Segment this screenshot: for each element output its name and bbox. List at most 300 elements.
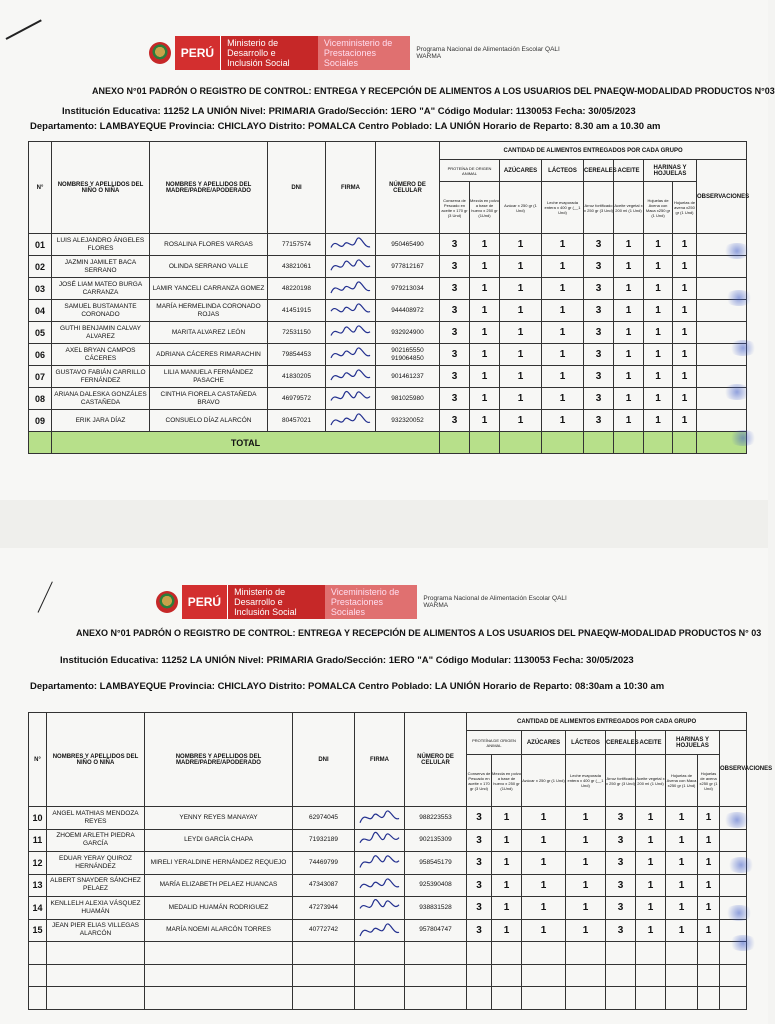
empty-cell	[47, 942, 145, 965]
phone-value: 938831528	[405, 897, 467, 920]
empty-cell	[355, 964, 405, 987]
empty-cell	[606, 964, 636, 987]
empty-cell	[720, 964, 747, 987]
signature-cell	[326, 278, 376, 300]
quantity-cell: 1	[492, 897, 522, 920]
total-cell	[29, 432, 52, 454]
table-row	[29, 366, 747, 388]
quantity-cell: 1	[673, 410, 697, 432]
col-obs: OBSERVACIONES	[720, 731, 747, 807]
dni-value: 80457021	[268, 410, 326, 432]
empty-row	[29, 964, 747, 987]
quantity-cell: 3	[440, 410, 470, 432]
sub-mezcla: Mezcla en polvo a base de huevo x 250 gr (1Und)	[470, 182, 500, 234]
phone-value: 957804747	[405, 919, 467, 942]
signature-cell	[326, 410, 376, 432]
sub-aceite: Aceite vegetal x 200 ml (1 Und)	[614, 182, 644, 234]
quantity-cell: 1	[673, 322, 697, 344]
quantity-cell: 1	[522, 919, 566, 942]
row-number: 08	[29, 388, 52, 410]
quantity-cell: 1	[666, 874, 698, 897]
quantity-cell: 1	[614, 388, 644, 410]
dni-value: 74469799	[293, 852, 355, 875]
empty-cell	[492, 964, 522, 987]
signature-cell	[326, 300, 376, 322]
empty-cell	[698, 987, 720, 1010]
signature-mark	[357, 876, 401, 894]
quantity-cell: 3	[584, 410, 614, 432]
student-name: ERIK JARA DÍAZ	[52, 410, 150, 432]
empty-cell	[566, 964, 606, 987]
quantity-cell: 3	[584, 300, 614, 322]
empty-cell	[145, 987, 293, 1010]
sub-azucar: Azúcar x 250 gr (1 Und)	[522, 755, 566, 807]
quantity-cell: 1	[470, 322, 500, 344]
row-number: 04	[29, 300, 52, 322]
empty-cell	[355, 987, 405, 1010]
observation-cell	[720, 829, 747, 852]
empty-cell	[666, 964, 698, 987]
dni-value: 46979572	[268, 388, 326, 410]
signature-mark	[328, 411, 372, 429]
quantity-cell: 1	[636, 829, 666, 852]
empty-cell	[145, 942, 293, 965]
col-cereales: CEREALES	[584, 160, 614, 182]
parent-name: ROSALINA FLORES VARGAS	[150, 234, 268, 256]
quantity-cell: 3	[584, 344, 614, 366]
vice-ministry-label: Viceministerio de Prestaciones Sociales	[318, 36, 410, 70]
empty-cell	[467, 964, 492, 987]
parent-name: LEYDI GARCÍA CHAPA	[145, 829, 293, 852]
parent-name: MARITA ALVAREZ LEÓN	[150, 322, 268, 344]
signature-mark	[357, 898, 401, 916]
quantity-cell: 1	[522, 897, 566, 920]
student-name: GUSTAVO FABIÁN CARRILLO FERNÁNDEZ	[52, 366, 150, 388]
signature-mark	[328, 257, 372, 275]
empty-cell	[492, 987, 522, 1010]
dni-value: 47273944	[293, 897, 355, 920]
peru-label: PERÚ	[175, 36, 220, 70]
quantity-cell: 1	[542, 388, 584, 410]
quantity-cell: 1	[542, 278, 584, 300]
student-name: KENLLELH ALEXIA VÁSQUEZ HUAMÁN	[47, 897, 145, 920]
table-row	[29, 300, 747, 322]
signature-cell	[355, 897, 405, 920]
sheet2-title: ANEXO N°01 PADRÓN O REGISTRO DE CONTROL: ENTREGA Y RECEPCIÓN DE ALIMENTOS A LOS USUARIOS DEL PNAEQW-MODALIDAD PRODUCTOS N° 03	[76, 628, 762, 638]
table-row	[29, 278, 747, 300]
quantity-cell: 1	[500, 388, 542, 410]
quantity-cell: 1	[470, 344, 500, 366]
parent-name: LILIA MANUELA FERNÁNDEZ PASACHE	[150, 366, 268, 388]
col-cereales: CEREALES	[606, 731, 636, 755]
quantity-cell: 1	[500, 256, 542, 278]
sheet2-info-line1: Institución Educativa: 11252 LA UNIÓN Nivel: PRIMARIA Grado/Sección: 1ERO "A" Código Modular: 1130053 Fecha: 30/05/2023	[60, 655, 634, 666]
signature-mark	[357, 921, 401, 939]
dni-value: 77157574	[268, 234, 326, 256]
quantity-cell: 1	[500, 300, 542, 322]
empty-cell	[522, 987, 566, 1010]
phone-value: 925390408	[405, 874, 467, 897]
sub-leche: Leche evaporada entera x 400 gr (__1 Und)	[566, 755, 606, 807]
table-row	[29, 852, 747, 875]
sub-mezcla: Mezcla en polvo a base de huevo x 250 gr (1Und)	[492, 755, 522, 807]
total-label: TOTAL	[52, 432, 440, 454]
signature-mark	[328, 301, 372, 319]
phone-value: 950465490	[376, 234, 440, 256]
table-row	[29, 344, 747, 366]
quantity-cell: 1	[666, 919, 698, 942]
empty-cell	[698, 942, 720, 965]
ink-stain	[724, 905, 754, 921]
quantity-cell: 3	[584, 388, 614, 410]
quantity-cell: 1	[698, 852, 720, 875]
empty-cell	[145, 964, 293, 987]
row-number: 01	[29, 234, 52, 256]
signature-mark	[357, 853, 401, 871]
quantity-cell: 1	[492, 874, 522, 897]
col-n: N°	[29, 142, 52, 234]
sub-azucar: Azúcar x 250 gr (1 Und)	[500, 182, 542, 234]
quantity-cell: 1	[614, 366, 644, 388]
empty-cell	[293, 942, 355, 965]
quantity-cell: 1	[644, 278, 673, 300]
quantity-cell: 1	[542, 322, 584, 344]
quantity-cell: 1	[542, 366, 584, 388]
quantity-cell: 3	[606, 897, 636, 920]
quantity-cell: 1	[636, 852, 666, 875]
quantity-cell: 1	[614, 256, 644, 278]
total-cell	[542, 432, 584, 454]
phone-value: 932320052	[376, 410, 440, 432]
quantity-cell: 1	[644, 366, 673, 388]
quantity-cell: 1	[470, 278, 500, 300]
empty-cell	[293, 964, 355, 987]
empty-cell	[47, 987, 145, 1010]
parent-name: MARÍA HERMELINDA CORONADO ROJAS	[150, 300, 268, 322]
parent-name: ADRIANA CÁCERES RIMARACHIN	[150, 344, 268, 366]
dni-value: 62974045	[293, 807, 355, 830]
col-group: CANTIDAD DE ALIMENTOS ENTREGADOS POR CADA GRUPO	[467, 713, 747, 731]
control-table-2	[28, 712, 773, 1010]
quantity-cell: 1	[614, 322, 644, 344]
signature-cell	[326, 322, 376, 344]
total-cell	[500, 432, 542, 454]
dni-value: 40772742	[293, 919, 355, 942]
col-aceite: ACEITE	[614, 160, 644, 182]
dni-value: 41830205	[268, 366, 326, 388]
sub-hojuelas2: Hojuelas de avena x250 gr (1 Und)	[698, 755, 720, 807]
quantity-cell: 3	[606, 874, 636, 897]
phone-value: 944408972	[376, 300, 440, 322]
signature-mark	[328, 367, 372, 385]
student-name: JOSÉ LIAM MATEO BURGA CARRANZA	[52, 278, 150, 300]
quantity-cell: 1	[673, 344, 697, 366]
observation-cell	[697, 410, 747, 432]
quantity-cell: 1	[522, 807, 566, 830]
ink-stain	[722, 384, 752, 400]
observation-cell	[720, 874, 747, 897]
col-phone: NÚMERO DE CELULAR	[376, 142, 440, 234]
empty-cell	[467, 987, 492, 1010]
quantity-cell: 3	[440, 344, 470, 366]
quantity-cell: 1	[470, 366, 500, 388]
quantity-cell: 1	[566, 829, 606, 852]
row-number: 11	[29, 829, 47, 852]
sub-conserva: Conserva de Pescado en aceite x 170 gr (3 Und)	[467, 755, 492, 807]
quantity-cell: 3	[440, 322, 470, 344]
quantity-cell: 1	[470, 388, 500, 410]
dni-value: 71932189	[293, 829, 355, 852]
student-name: ARIANA DALESKA GONZÁLES CASTAÑEDA	[52, 388, 150, 410]
quantity-cell: 1	[666, 897, 698, 920]
dni-value: 72531150	[268, 322, 326, 344]
signature-mark	[328, 323, 372, 341]
empty-cell	[47, 964, 145, 987]
empty-cell	[29, 942, 47, 965]
parent-name: LAMIR YANCELI CARRANZA GOMEZ	[150, 278, 268, 300]
ink-stain	[728, 430, 758, 446]
student-name: AXEL BRYAN CAMPOS CÁCERES	[52, 344, 150, 366]
empty-cell	[29, 964, 47, 987]
total-cell	[673, 432, 697, 454]
signature-mark	[328, 345, 372, 363]
quantity-cell: 1	[470, 256, 500, 278]
control-table-1	[28, 141, 750, 454]
quantity-cell: 1	[492, 852, 522, 875]
total-cell	[470, 432, 500, 454]
col-harinas: HARINAS Y HOJUELAS	[666, 731, 720, 755]
quantity-cell: 1	[614, 278, 644, 300]
phone-value: 981025980	[376, 388, 440, 410]
quantity-cell: 1	[698, 919, 720, 942]
empty-cell	[355, 942, 405, 965]
quantity-cell: 3	[584, 278, 614, 300]
empty-cell	[405, 964, 467, 987]
signature-cell	[355, 852, 405, 875]
signature-cell	[326, 256, 376, 278]
quantity-cell: 1	[470, 300, 500, 322]
quantity-cell: 1	[644, 256, 673, 278]
program-label: Programa Nacional de Alimentación Escolar QALI WARMA	[416, 45, 560, 60]
sub-hojuelas2: Hojuelas de avena x250 gr (1 Und)	[673, 182, 697, 234]
parent-name: YENNY REYES MANAYAY	[145, 807, 293, 830]
quantity-cell: 3	[467, 874, 492, 897]
quantity-cell: 1	[644, 234, 673, 256]
quantity-cell: 1	[566, 807, 606, 830]
signature-mark	[357, 808, 401, 826]
quantity-cell: 1	[673, 388, 697, 410]
signature-cell	[326, 366, 376, 388]
phone-value: 902165550 919064850	[376, 344, 440, 366]
table-row	[29, 829, 747, 852]
phone-value: 902135309	[405, 829, 467, 852]
empty-cell	[606, 987, 636, 1010]
quantity-cell: 1	[673, 256, 697, 278]
total-cell	[440, 432, 470, 454]
empty-cell	[666, 942, 698, 965]
sheet2-info-line2: Departamento: LAMBAYEQUE Provincia: CHICLAYO Distrito: POMALCA Centro Poblado: LA UNIÓN Horario de Reparto: 08:30am a 10:30 am	[30, 681, 665, 692]
empty-cell	[566, 987, 606, 1010]
dni-value: 48220198	[268, 278, 326, 300]
sub-arroz: Arroz fortificado x 250 gr (3 Und)	[606, 755, 636, 807]
quantity-cell: 1	[636, 807, 666, 830]
quantity-cell: 1	[492, 807, 522, 830]
col-phone: NÚMERO DE CELULAR	[405, 713, 467, 807]
phone-value: 977812167	[376, 256, 440, 278]
signature-cell	[326, 344, 376, 366]
phone-value: 901461237	[376, 366, 440, 388]
col-parent: NOMBRES Y APELLIDOS DEL MADRE/PADRE/APODERADO	[150, 142, 268, 234]
ink-stain	[722, 812, 752, 828]
student-name: EDUAR YERAY QUIROZ HERNÁNDEZ	[47, 852, 145, 875]
signature-cell	[326, 388, 376, 410]
col-student: NOMBRES Y APELLIDOS DEL NIÑO O NIÑA	[47, 713, 145, 807]
quantity-cell: 1	[644, 410, 673, 432]
parent-name: OLINDA SERRANO VALLE	[150, 256, 268, 278]
quantity-cell: 1	[636, 874, 666, 897]
col-dni: DNI	[293, 713, 355, 807]
quantity-cell: 1	[673, 234, 697, 256]
quantity-cell: 3	[467, 852, 492, 875]
quantity-cell: 1	[698, 829, 720, 852]
col-protein: PROTEÍNA DE ORIGEN ANIMAL	[467, 731, 522, 755]
empty-cell	[720, 987, 747, 1010]
total-cell	[614, 432, 644, 454]
empty-cell	[666, 987, 698, 1010]
program-label: Programa Nacional de Alimentación Escolar QALI WARMA	[423, 594, 567, 609]
quantity-cell: 1	[614, 344, 644, 366]
signature-cell	[355, 829, 405, 852]
row-number: 05	[29, 322, 52, 344]
quantity-cell: 1	[644, 322, 673, 344]
quantity-cell: 1	[636, 897, 666, 920]
ministry-banner	[152, 585, 572, 619]
row-number: 14	[29, 897, 47, 920]
quantity-cell: 1	[644, 388, 673, 410]
peru-shield-icon	[145, 36, 175, 70]
parent-name: CINTHIA FIORELA CASTAÑEDA BRAVO	[150, 388, 268, 410]
col-firma: FIRMA	[326, 142, 376, 234]
quantity-cell: 1	[500, 322, 542, 344]
quantity-cell: 1	[644, 344, 673, 366]
signature-mark	[328, 235, 372, 253]
ink-stain	[724, 290, 754, 306]
dni-value: 79854453	[268, 344, 326, 366]
quantity-cell: 1	[522, 852, 566, 875]
ministry-label: Ministerio de Desarrollo e Inclusión Social	[220, 36, 318, 70]
ink-stain	[728, 340, 758, 356]
signature-mark	[328, 389, 372, 407]
sheet1-info-line1: Institución Educativa: 11252 LA UNIÓN Nivel: PRIMARIA Grado/Sección: 1ERO "A" Código Modular: 1130053 Fecha: 30/05/2023	[62, 106, 636, 117]
quantity-cell: 1	[500, 366, 542, 388]
quantity-cell: 1	[542, 234, 584, 256]
empty-cell	[698, 964, 720, 987]
row-number: 06	[29, 344, 52, 366]
quantity-cell: 1	[614, 410, 644, 432]
table-row	[29, 874, 747, 897]
quantity-cell: 3	[467, 807, 492, 830]
sub-aceite: Aceite vegetal x 200 ml (1 Und)	[636, 755, 666, 807]
table-row	[29, 919, 747, 942]
quantity-cell: 1	[542, 300, 584, 322]
quantity-cell: 1	[470, 410, 500, 432]
row-number: 09	[29, 410, 52, 432]
quantity-cell: 1	[500, 344, 542, 366]
sub-arroz: Arroz fortificado x 250 gr (3 Und)	[584, 182, 614, 234]
table-row	[29, 388, 747, 410]
phone-value: 932924900	[376, 322, 440, 344]
row-number: 13	[29, 874, 47, 897]
table-row	[29, 322, 747, 344]
student-name: JEAN PIER ELIAS VILLEGAS ALARCÓN	[47, 919, 145, 942]
dni-value: 47343087	[293, 874, 355, 897]
col-protein: PROTEÍNA DE ORIGEN ANIMAL	[440, 160, 500, 182]
col-parent: NOMBRES Y APELLIDOS DEL MADRE/PADRE/APODERADO	[145, 713, 293, 807]
parent-name: MARÍA ELIZABETH PELAEZ HUANCAS	[145, 874, 293, 897]
quantity-cell: 3	[584, 322, 614, 344]
quantity-cell: 1	[614, 234, 644, 256]
total-row	[29, 432, 747, 454]
ink-stain	[722, 243, 752, 259]
signature-cell	[355, 807, 405, 830]
peru-shield-icon	[152, 585, 182, 619]
empty-cell	[606, 942, 636, 965]
quantity-cell: 3	[440, 300, 470, 322]
signature-mark	[357, 831, 401, 849]
quantity-cell: 1	[698, 807, 720, 830]
quantity-cell: 3	[440, 234, 470, 256]
col-dni: DNI	[268, 142, 326, 234]
quantity-cell: 1	[666, 829, 698, 852]
quantity-cell: 1	[470, 234, 500, 256]
empty-cell	[566, 942, 606, 965]
empty-cell	[522, 964, 566, 987]
quantity-cell: 3	[440, 388, 470, 410]
quantity-cell: 1	[542, 344, 584, 366]
empty-cell	[522, 942, 566, 965]
sub-hojuelas: Hojuelas de Avena con Maca x250 gr (1 Und)	[666, 755, 698, 807]
col-harinas: HARINAS Y HOJUELAS	[644, 160, 697, 182]
signature-cell	[355, 874, 405, 897]
quantity-cell: 1	[673, 366, 697, 388]
student-name: GUTHI BENJAMIN CALVAY ALVAREZ	[52, 322, 150, 344]
empty-cell	[405, 942, 467, 965]
empty-cell	[636, 987, 666, 1010]
dni-value: 43821061	[268, 256, 326, 278]
signature-cell	[355, 919, 405, 942]
sub-leche: Leche evaporada entera x 400 gr (__1 Und)	[542, 182, 584, 234]
page-gap	[0, 500, 768, 548]
quantity-cell: 1	[542, 410, 584, 432]
phone-value: 988223553	[405, 807, 467, 830]
quantity-cell: 1	[666, 852, 698, 875]
col-lacteos: LÁCTEOS	[542, 160, 584, 182]
student-name: ANGEL MATHIAS MENDOZA REYES	[47, 807, 145, 830]
quantity-cell: 3	[606, 807, 636, 830]
parent-name: CONSUELO DÍAZ ALARCÓN	[150, 410, 268, 432]
row-number: 10	[29, 807, 47, 830]
student-name: ZHOEMI ARLETH PIEDRA GARCÍA	[47, 829, 145, 852]
table-row	[29, 410, 747, 432]
sheet1-info-line2: Departamento: LAMBAYEQUE Provincia: CHICLAYO Distrito: POMALCA Centro Poblado: LA UNIÓN Horario de Reparto: 8.30 am a 10.30 am	[30, 121, 661, 132]
table-row	[29, 234, 747, 256]
empty-cell	[29, 987, 47, 1010]
quantity-cell: 1	[614, 300, 644, 322]
total-cell	[644, 432, 673, 454]
quantity-cell: 3	[606, 919, 636, 942]
row-number: 03	[29, 278, 52, 300]
dni-value: 41451915	[268, 300, 326, 322]
